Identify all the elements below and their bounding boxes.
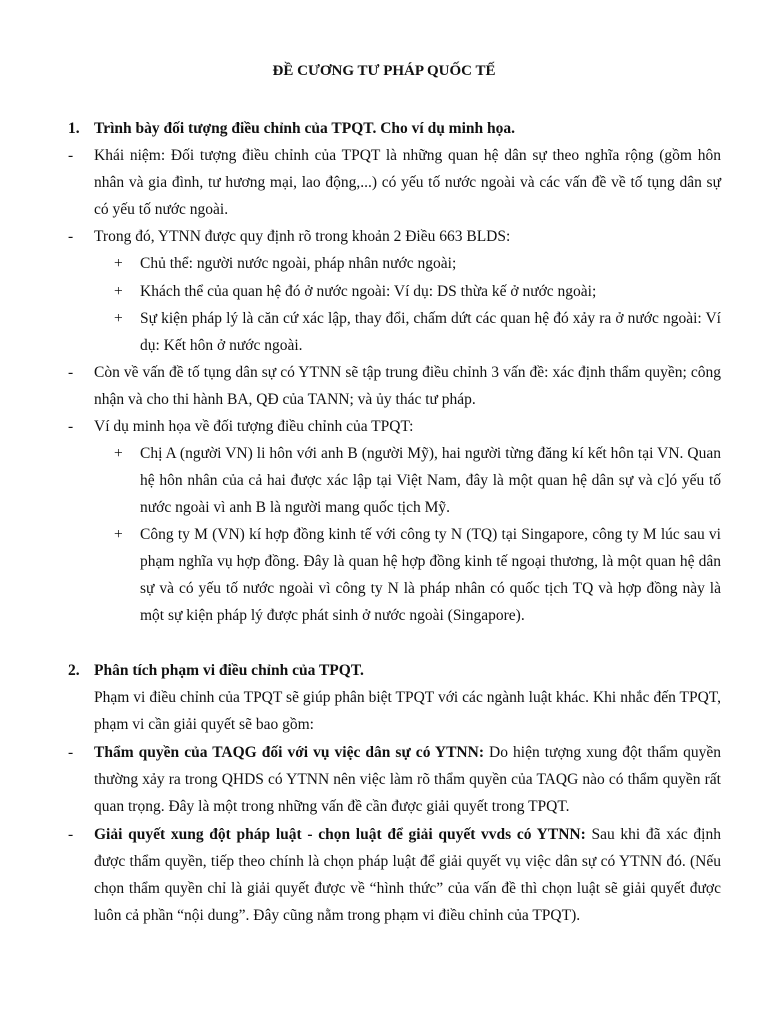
document-title: ĐỀ CƯƠNG TƯ PHÁP QUỐC TẾ xyxy=(272,63,496,79)
bullet-marker: - xyxy=(68,826,74,843)
section-1-ytnn-intro: Trong đó, YTNN được quy định rõ trong khoản 2 Điều 663 BLDS: xyxy=(94,228,511,245)
section-2-conflict-of-laws xyxy=(94,821,721,929)
section-1-ytnn-object: Khách thể của quan hệ đó ở nước ngoài: Ví dụ: DS thừa kế ở nước ngoài; xyxy=(140,283,597,300)
section-2-intro: Phạm vi điều chỉnh của TPQT sẽ giúp phân biệt TPQT với các ngành luật khác. Khi nhắc đến TPQT, phạm vi cần giải quyết sẽ bao gồm: xyxy=(94,689,721,733)
sub-bullet-marker: + xyxy=(114,283,123,300)
section-2-number: 2. xyxy=(68,662,80,679)
bullet-marker: - xyxy=(68,228,74,245)
bullet-marker: - xyxy=(68,147,74,164)
section-1-example-contract: Công ty M (VN) kí hợp đồng kinh tế với công ty N (TQ) tại Singapore, công ty M lúc sau vi phạm nghĩa vụ hợp đồng. Đây là quan hệ hợp đồng kinh tế ngoại thương, là một quan hệ dân sự và có yếu tố nước ngoài vì công ty N là pháp nhân có quốc tịch TQ và hợp đồng này là một sự kiện pháp lý được phát sinh ở nước ngoài (Singapore). xyxy=(140,526,721,624)
section-1-example-marriage: Chị A (người VN) li hôn với anh B (người Mỹ), hai người từng đăng kí kết hôn tại VN. Quan hệ hôn nhân của cả hai được xác lập tại Việt Nam, đây là một quan hệ dân sự và c]ó yếu tố nước ngoài vì anh B là người mang quốc tịch Mỹ. xyxy=(140,445,721,516)
section-2-jurisdiction xyxy=(94,739,721,820)
section-1-procedure: Còn về vấn đề tố tụng dân sự có YTNN sẽ tập trung điều chỉnh 3 vấn đề: xác định thẩm quyền; công nhận và cho thi hành BA, QĐ của TANN; và ủy thác tư pháp. xyxy=(94,364,721,408)
section-2-jurisdiction-text: Do hiện tượng xung đột thẩm quyền thường xảy ra trong QHDS có YTNN nên việc làm rõ thẩm quyền của TAQG nào có thẩm quyền rất quan trọng. Đây là một trong những vấn đề cần được giải quyết trong TPQT. xyxy=(94,744,721,815)
section-1-definition: Khái niệm: Đối tượng điều chỉnh của TPQT là những quan hệ dân sự theo nghĩa rộng (gồm hôn nhân và gia đình, tư hương mại, lao động,...) có yếu tố nước ngoài và các vấn đề về tố tụng dân sự có yếu tố nước ngoài. xyxy=(94,147,721,218)
bullet-marker: - xyxy=(68,418,74,435)
section-2-conflict-text: Sau khi đã xác định được thẩm quyền, tiếp theo chính là chọn pháp luật để giải quyết vụ việc dân sự có YTNN đó. (Nếu chọn thẩm quyền chỉ là giải quyết được về “hình thức” của vấn đề thì chọn luật sẽ giải quyết được luôn cả phần “nội dung”. Đây cũng nằm trong phạm vi điều chỉnh của TPQT). xyxy=(94,826,721,924)
section-1-ytnn-subject: Chủ thể: người nước ngoài, pháp nhân nước ngoài; xyxy=(140,255,457,272)
section-1-ytnn-event: Sự kiện pháp lý là căn cứ xác lập, thay đổi, chấm dứt các quan hệ đó xảy ra ở nước ngoài: Ví dụ: Kết hôn ở nước ngoài. xyxy=(140,310,721,354)
section-2-conflict-term: Giải quyết xung đột pháp luật - chọn luật để giải quyết vvds có YTNN: xyxy=(94,826,586,843)
bullet-marker: - xyxy=(68,744,74,761)
section-1-number: 1. xyxy=(68,120,80,137)
section-1-heading: Trình bày đối tượng điều chỉnh của TPQT. Cho ví dụ minh họa. xyxy=(94,120,516,137)
bullet-marker: - xyxy=(68,364,74,381)
section-1-example-intro: Ví dụ minh họa về đối tượng điều chỉnh của TPQT: xyxy=(94,418,414,435)
section-2-jurisdiction-term: Thẩm quyền của TAQG đối với vụ việc dân sự có YTNN: xyxy=(94,744,484,761)
sub-bullet-marker: + xyxy=(114,526,123,543)
sub-bullet-marker: + xyxy=(114,310,123,327)
sub-bullet-marker: + xyxy=(114,445,123,462)
section-2-heading: Phân tích phạm vi điều chỉnh của TPQT. xyxy=(94,662,364,679)
sub-bullet-marker: + xyxy=(114,255,123,272)
